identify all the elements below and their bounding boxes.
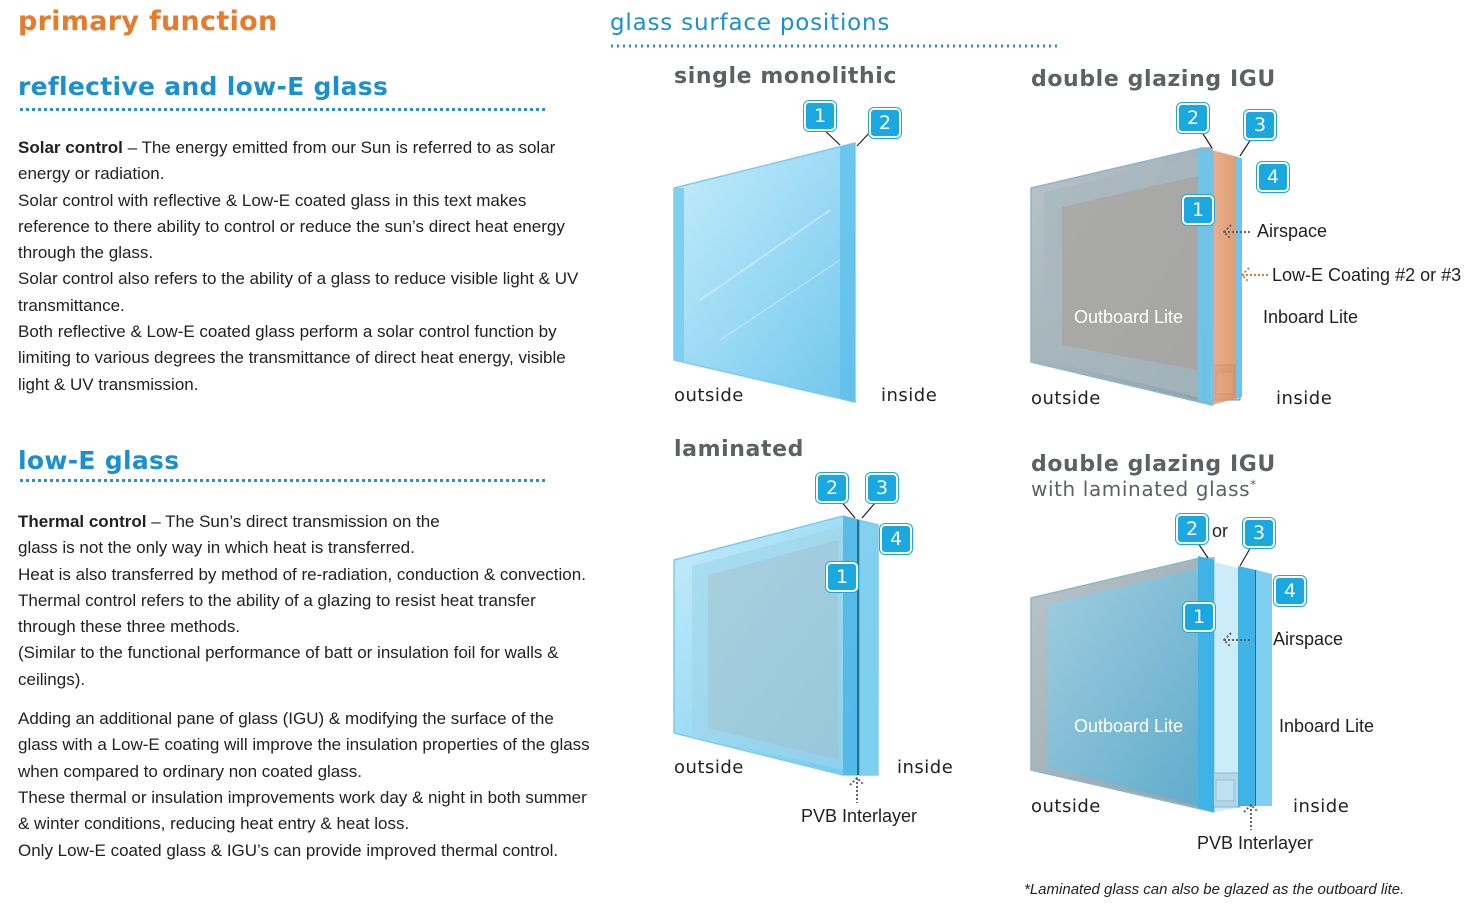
- surface-badge-3: 3: [1244, 110, 1276, 140]
- outboard-lite-label: Outboard Lite: [1074, 307, 1184, 327]
- inside-label: inside: [1276, 388, 1333, 409]
- pane-edge: [674, 188, 684, 362]
- inside-label: inside: [897, 757, 954, 778]
- glass-surface-positions-heading: glass surface positions: [610, 10, 891, 36]
- solar-control-text: Solar control – The energy emitted from our Sun is referred to as solar energy or radiation. Solar control with reflective & Low-E coated glass in this text makes reference to there ability to control or reduce the sun’s direct heat energy through the glass. Solar control also refers to the ability of a glass to reduce visible light & UV transmittance. Both reflective & Low-E coated glass perform a solar control function by limiting to various degrees the transmittance of direct heat energy, visible light & UV transmission.: [18, 138, 579, 394]
- double-laminated-subtitle: with laminated glass*: [1031, 477, 1257, 501]
- double-laminated-title: double glazing IGU: [1031, 452, 1276, 477]
- surface-badge-4: 4: [1274, 576, 1306, 606]
- surface-badge-1: 1: [826, 562, 858, 592]
- glass-pane: [674, 143, 855, 402]
- outboard-lite-label: Outboard Lite: [1074, 716, 1184, 736]
- surface-badge-2: 2: [869, 108, 901, 138]
- single-monolithic-diagram: [674, 126, 872, 402]
- outside-label: outside: [674, 385, 744, 406]
- inside-label: inside: [1293, 796, 1350, 817]
- surface-badge-1: 1: [804, 101, 836, 131]
- double-glazing-diagram: [1031, 126, 1268, 405]
- lowe-glass-heading: low-E glass: [18, 446, 180, 475]
- surface-badge-2: 2: [816, 473, 848, 503]
- thermal-control-text: Thermal control – The Sun’s direct transmission on the glass is not the only way in which heat is transferred. Heat is also transferred by method of re-radiation, conduction & convection. Thermal control refers to the ability of a glazing to resist heat transfer through these three methods. (Similar to the functional performance of batt or insulation foil for walls & ceilings). Adding an additional pane of glass (IGU) & modifying the surface of the glass with a Low-E coating will improve the insulation properties of the glass when compared to ordinary non coated glass. These thermal or insulation improvements work day & night in both summer & winter conditions, reducing heat entry & heat loss. Only Low-E coated glass & IGU’s can provide improved thermal control.: [18, 512, 590, 860]
- surface-badge-1: 1: [1183, 602, 1215, 632]
- lowe-coating: [1212, 150, 1238, 405]
- inside-label: inside: [881, 385, 938, 406]
- surface-badge-3: 3: [1243, 518, 1275, 548]
- surface-badge-2: 2: [1176, 514, 1208, 544]
- pvb-interlayer-label: PVB Interlayer: [801, 806, 918, 826]
- surface-badge-4: 4: [880, 524, 912, 554]
- or-label: or: [1212, 521, 1229, 541]
- pvb-interlayer-label: PVB Interlayer: [1197, 833, 1314, 853]
- primary-function-heading: primary function: [18, 6, 278, 37]
- footnote: *Laminated glass can also be glazed as the outboard lite.: [1024, 881, 1405, 898]
- solar-control-lead: Solar control: [18, 138, 123, 157]
- surface-badge-3: 3: [866, 473, 898, 503]
- single-monolithic-title: single monolithic: [674, 64, 898, 89]
- lowe-coating-label: Low-E Coating #2 or #3: [1272, 265, 1462, 285]
- outside-label: outside: [1031, 796, 1101, 817]
- laminated-title: laminated: [674, 437, 804, 462]
- outside-label: outside: [674, 757, 744, 778]
- outside-label: outside: [1031, 388, 1101, 409]
- airspace-label: Airspace: [1257, 221, 1328, 241]
- inboard-lite-label: Inboard Lite: [1279, 716, 1375, 736]
- reflective-lowe-heading: reflective and low-E glass: [18, 72, 389, 101]
- inboard-lite-label: Inboard Lite: [1263, 307, 1359, 327]
- surface-badge-4: 4: [1257, 162, 1289, 192]
- double-laminated-diagram: [1031, 540, 1272, 830]
- surface-badge-1: 1: [1182, 195, 1214, 225]
- surface-badge-2: 2: [1177, 103, 1209, 133]
- airspace-label: Airspace: [1273, 629, 1344, 649]
- thermal-control-lead: Thermal control: [18, 512, 147, 531]
- pane-edge: [840, 143, 855, 402]
- double-glazing-title: double glazing IGU: [1031, 67, 1276, 92]
